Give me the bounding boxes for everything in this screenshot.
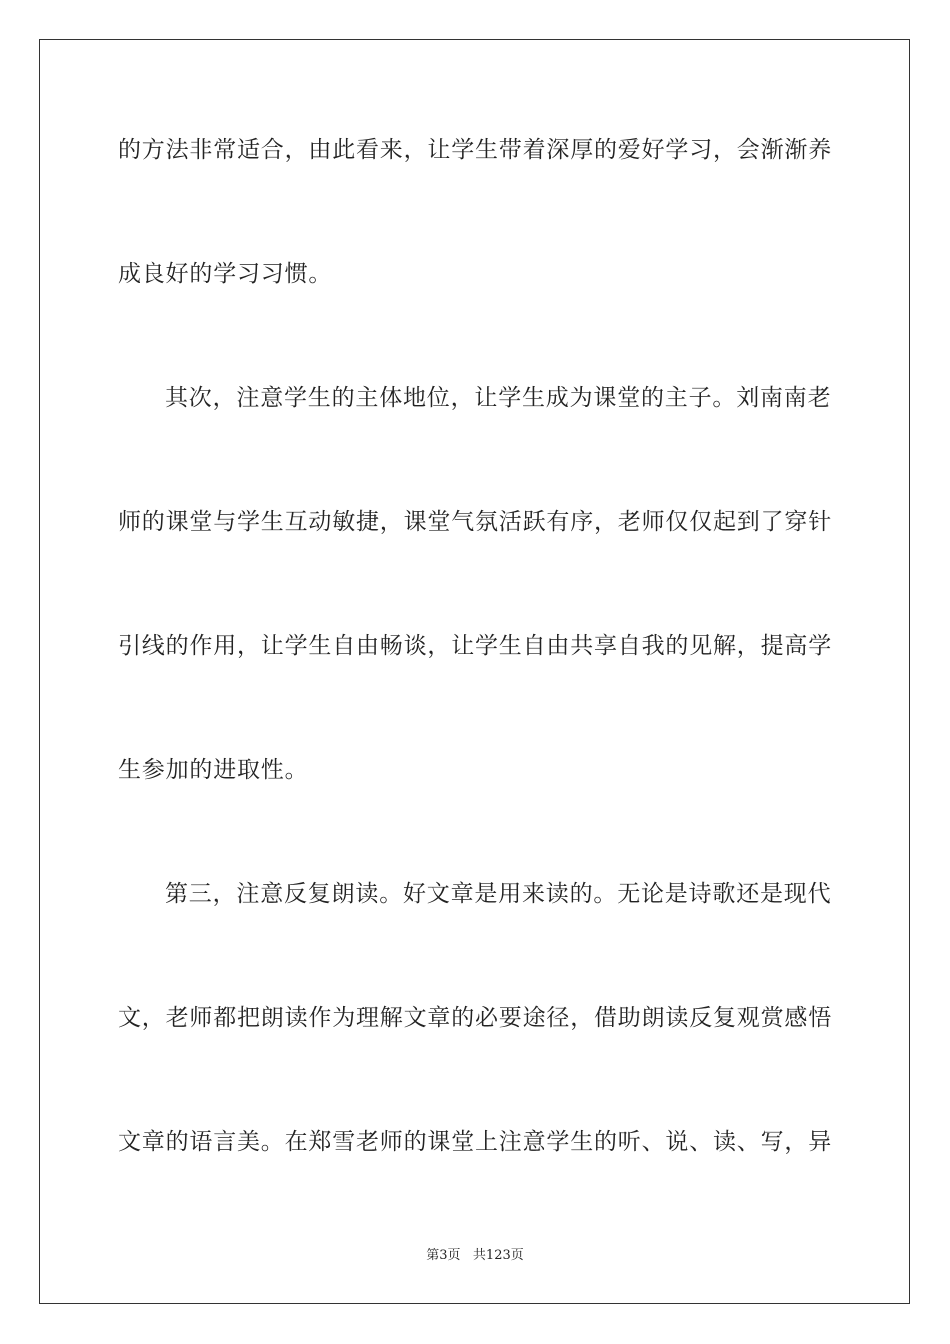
text-line: 师的课堂与学生互动敏捷，课堂气氛活跃有序，老师仅仅起到了穿针 <box>118 509 832 535</box>
paragraph-start-line: 其次，注意学生的主体地位，让学生成为课堂的主子。刘南南老 <box>165 385 832 411</box>
page-number: 第3页 <box>426 1248 461 1263</box>
text-line: 文，老师都把朗读作为理解文章的必要途径，借助朗读反复观赏感悟 <box>118 1005 832 1031</box>
text-line: 引线的作用，让学生自由畅谈，让学生自由共享自我的见解，提高学 <box>118 633 832 659</box>
page-footer <box>0 1247 950 1265</box>
text-line: 生参加的进取性。 <box>118 757 309 783</box>
paragraph-start-line: 第三，注意反复朗读。好文章是用来读的。无论是诗歌还是现代 <box>165 881 832 907</box>
text-line: 文章的语言美。在郑雪老师的课堂上注意学生的听、说、读、写，异 <box>118 1129 832 1155</box>
text-line: 的方法非常适合，由此看来，让学生带着深厚的爱好学习，会渐渐养 <box>118 137 832 163</box>
page-frame <box>39 39 910 1304</box>
page-total: 共123页 <box>472 1248 524 1263</box>
text-line: 成良好的学习习惯。 <box>118 261 333 287</box>
